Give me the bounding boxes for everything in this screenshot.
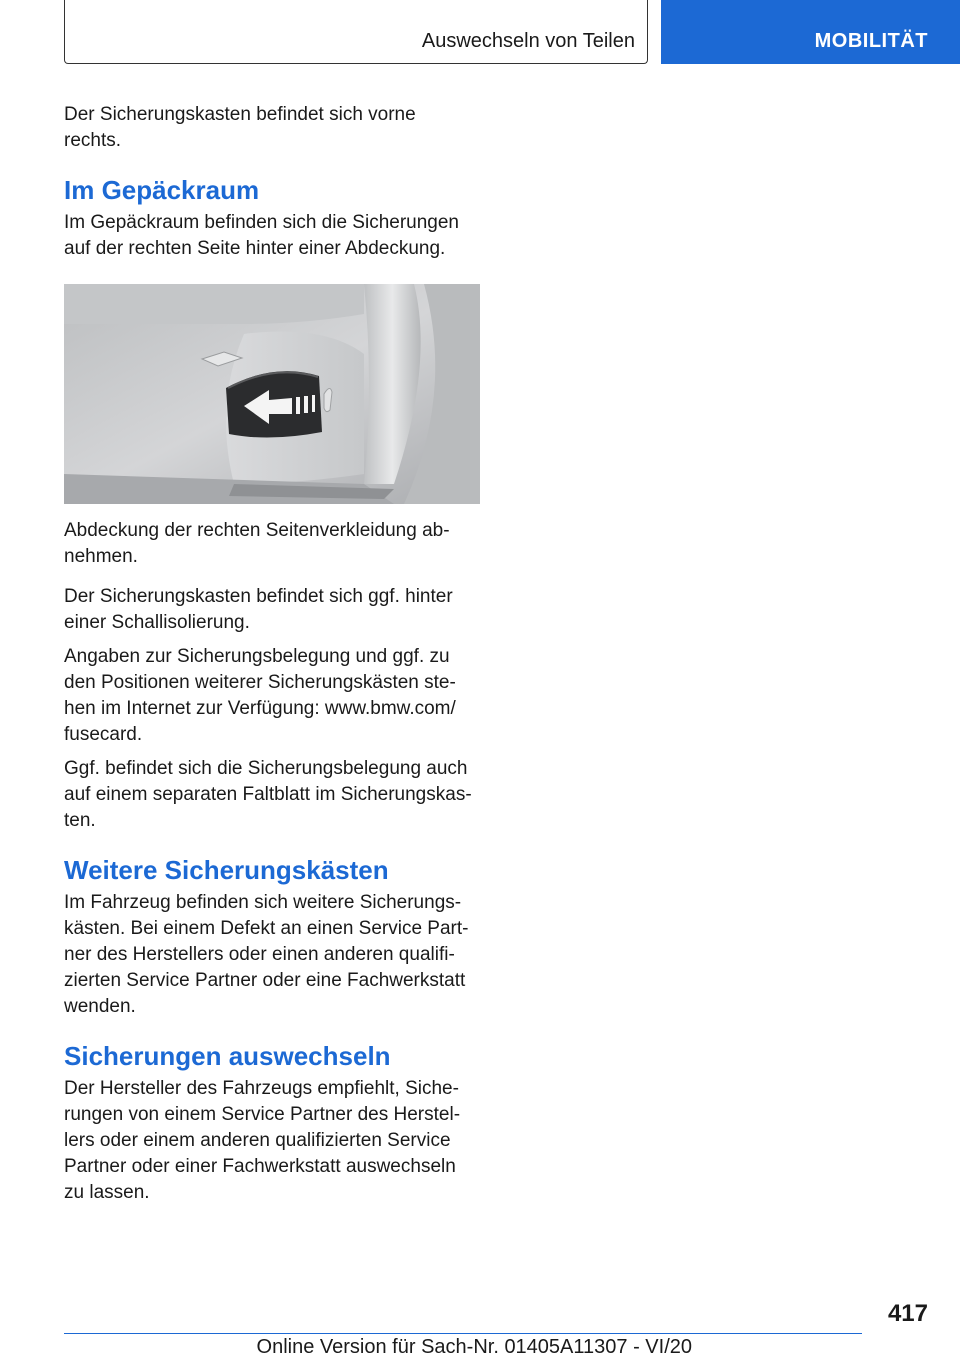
intro-paragraph [64, 102, 484, 154]
text-line: hen im Internet zur Verfügung: www.bmw.com/ [64, 698, 456, 719]
text-line: zu lassen. [64, 1182, 150, 1203]
text-line: ten. [64, 810, 96, 831]
text-line: Partner oder einer Fachwerkstatt auswechseln [64, 1156, 456, 1177]
paragraph-leaflet [64, 756, 484, 834]
text-line: Der Sicherungskasten befindet sich vorne [64, 104, 416, 125]
text-line: ner des Herstellers oder einen anderen qualifi‐ [64, 944, 455, 965]
footer-online-version: Online Version für Sach-Nr. 01405A11307 - VI/20 [256, 1336, 692, 1358]
text-line: Der Hersteller des Fahrzeugs empfiehlt, Siche‐ [64, 1078, 459, 1099]
text-line: zierten Service Partner oder eine Fachwerkstatt [64, 970, 466, 991]
header-section-title: Auswechseln von Teilen [421, 30, 635, 52]
text-line: einer Schallisolierung. [64, 612, 250, 633]
text-line: Im Fahrzeug befinden sich weitere Sicherungs‐ [64, 892, 462, 913]
paragraph-more-fuse-boxes [64, 890, 484, 1020]
text-line: nehmen. [64, 546, 138, 567]
paragraph-fusecard [64, 644, 484, 748]
text-line: Im Gepäckraum befinden sich die Sicherungen [64, 212, 460, 233]
paragraph-replace-fuses [64, 1076, 484, 1206]
text-line: auf der rechten Seite hinter einer Abdeckung. [64, 238, 446, 259]
chapter-tab-label: MOBILITÄT [814, 30, 928, 52]
text-line: wenden. [64, 996, 136, 1017]
footer-divider [64, 1333, 862, 1334]
trunk-cover-photo [64, 284, 480, 504]
heading-more-fuse-boxes: Weitere Sicherungskästen [64, 855, 389, 885]
heading-replace-fuses: Sicherungen auswechseln [64, 1041, 391, 1071]
text-line: fusecard. [64, 724, 143, 745]
image-caption [64, 518, 484, 570]
header-section-box [64, 0, 648, 64]
text-line: lers oder einem anderen qualifizierten Service [64, 1130, 451, 1151]
text-line: rungen von einem Service Partner des Herstel‐ [64, 1104, 461, 1125]
text-line: Der Sicherungskasten befindet sich ggf. hinter [64, 586, 453, 607]
paragraph-sound-insulation [64, 584, 484, 636]
heading-trunk: Im Gepäckraum [64, 175, 260, 205]
text-line: auf einem separaten Faltblatt im Sicherungskas‐ [64, 784, 472, 805]
page-number: 417 [887, 1300, 928, 1327]
main-column [64, 102, 484, 1214]
text-line: den Positionen weiterer Sicherungskästen ste‐ [64, 672, 456, 693]
text-line: Angaben zur Sicherungsbelegung und ggf. zu [64, 646, 450, 667]
chapter-tab [661, 0, 960, 64]
text-line: rechts. [64, 130, 122, 151]
text-line: Ggf. befindet sich die Sicherungsbelegung auch [64, 758, 468, 779]
text-line: Abdeckung der rechten Seitenverkleidung ab‐ [64, 520, 450, 541]
trunk-paragraph [64, 210, 484, 262]
text-line: kästen. Bei einem Defekt an einen Service Part‐ [64, 918, 469, 939]
